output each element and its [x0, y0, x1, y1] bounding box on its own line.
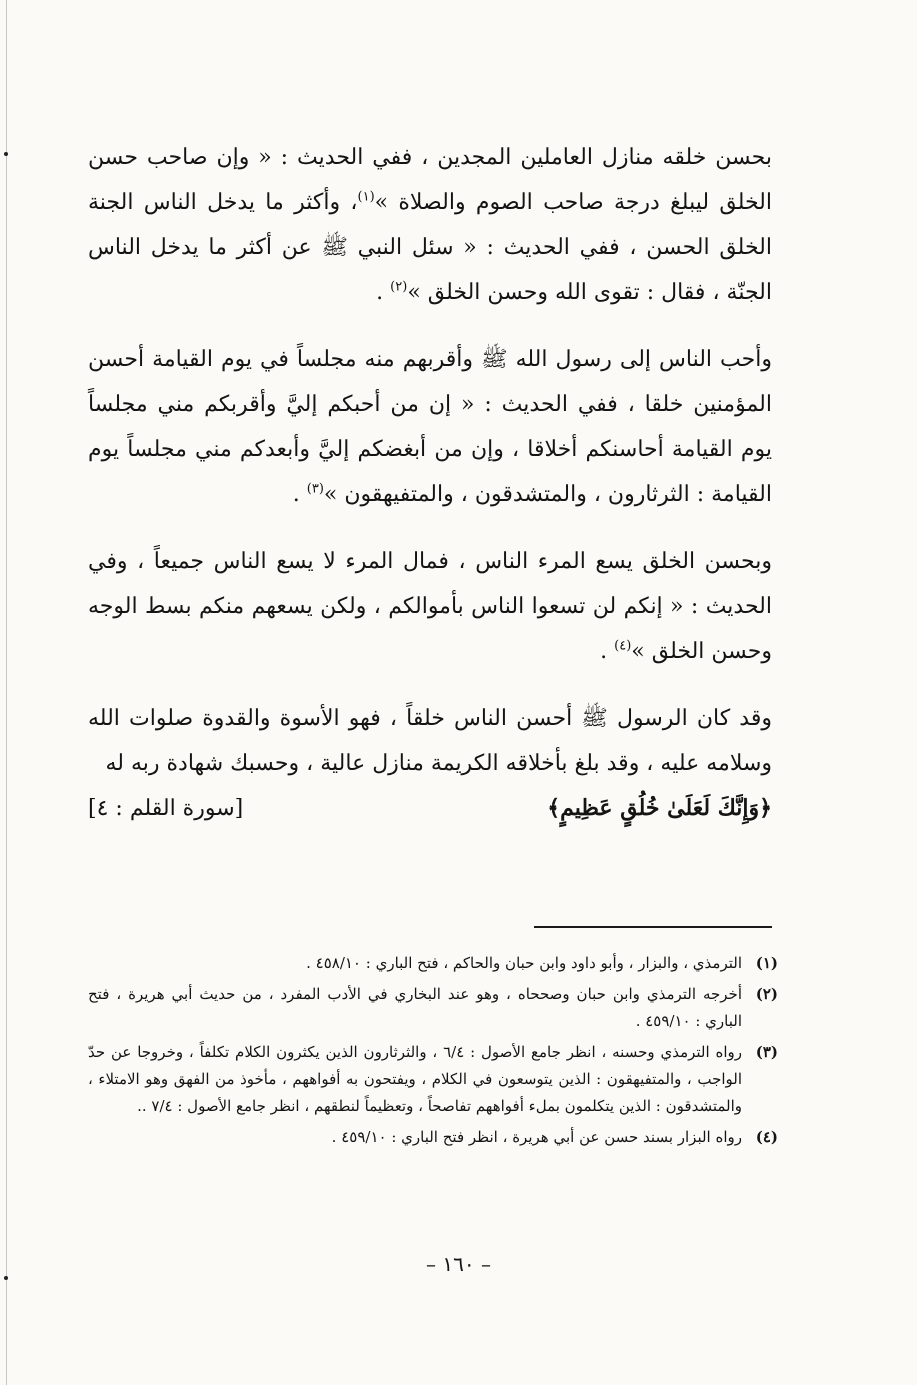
paragraph-2-end: . [292, 482, 307, 507]
paragraph-3 [88, 539, 772, 674]
paragraph-4-text: وقد كان الرسول ﷺ أحسن الناس خلقاً ، فهو الأسوة والقدوة صلوات الله وسلامه عليه ، وقد بلغ بأخلاقه الكريمة منازل عالية ، وحسبك شهادة ربه له [88, 706, 772, 776]
edge-mark-top [4, 152, 8, 156]
footnote-number: (٤) [755, 1128, 778, 1146]
paragraph-1-text-rest: ، وأكثر ما يدخل الناس الجنة الخلق الحسن ، ففي الحديث : « سئل النبي ﷺ عن أكثر ما يدخل الناس الجنّة ، فقال : تقوى الله وحسن الخلق » [88, 190, 772, 305]
footnote-ref-1: (١) [357, 189, 375, 205]
footnote-number: (١) [755, 954, 778, 972]
footnote-3 [88, 1039, 778, 1120]
quran-verse: ﴿وَإِنَّكَ لَعَلَىٰ خُلُقٍ عَظِيمٍ﴾ [547, 795, 772, 821]
footnote-divider [534, 926, 772, 928]
paragraph-4 [88, 696, 772, 786]
paragraph-1 [88, 135, 772, 315]
footnotes [88, 950, 778, 1155]
page-number: – ١٦٠ – [426, 1252, 491, 1276]
main-text [88, 135, 772, 831]
footnote-number: (٣) [755, 1043, 778, 1061]
paragraph-3-text: وبحسن الخلق يسع المرء الناس ، فمال المرء لا يسع الناس جميعاً ، وفي الحديث : « إنكم لن تسعوا الناس بأموالكم ، ولكن يسعهم منكم بسط الوجه وحسن الخلق » [88, 549, 772, 664]
paragraph-2 [88, 337, 772, 517]
footnote-ref-2: (٢) [390, 279, 408, 295]
edge-mark-bottom [4, 1276, 8, 1280]
verse-row [88, 786, 772, 831]
paragraph-1-text: بحسن خلقه منازل العاملين المجدين ، ففي الحديث : « وإن صاحب حسن الخلق ليبلغ درجة صاحب الصوم والصلاة » [88, 145, 772, 215]
footnote-text: الترمذي ، والبزار ، وأبو داود وابن حبان والحاكم ، فتح الباري : ٤٥٨/١٠ . [306, 954, 742, 972]
footnote-2 [88, 981, 778, 1035]
footnote-text: رواه الترمذي وحسنه ، انظر جامع الأصول : ٦/٤ ، والثرثارون الذين يكثرون الكلام تكلفاً ، وخروجا عن حدّ الواجب ، والمتفيهقون : الذين يتوسعون في الكلام ، ويفتحون به أفواههم ، مأخوذ من الفهق وهو الامتلاء ، والمتشدقون : الذين يتكلمون بملء أفواههم تفاصحاً ، وتعظيماً لنطقهم ، انظر جامع الأصول : ٧/٤ .. [88, 1043, 743, 1115]
page-edge-line [6, 0, 7, 1385]
paragraph-1-end: . [376, 280, 391, 305]
footnote-number: (٢) [755, 985, 778, 1003]
footnote-text: أخرجه الترمذي وابن حبان وصححاه ، وهو عند البخاري في الأدب المفرد ، من حديث أبي هريرة ، فتح الباري : ٤٥٩/١٠ . [88, 985, 742, 1030]
footnote-ref-3: (٣) [306, 481, 324, 497]
paragraph-3-end: . [600, 639, 615, 664]
surah-reference: [سورة القلم : ٤] [88, 796, 244, 821]
footnote-1 [88, 950, 778, 977]
footnote-ref-4: (٤) [614, 638, 632, 654]
footnote-4 [88, 1124, 778, 1151]
paragraph-2-text: وأحب الناس إلى رسول الله ﷺ وأقربهم منه مجلساً في يوم القيامة أحسن المؤمنين خلقا ، ففي الحديث : « إن من أحبكم إليَّ وأقربكم مني مجلساً يوم القيامة أحاسنكم أخلاقا ، وإن من أبغضكم إليَّ وأبعدكم مني مجلساً يوم القيامة : الثرثارون ، والمتشدقون ، والمتفيهقون » [88, 347, 772, 507]
footnote-text: رواه البزار بسند حسن عن أبي هريرة ، انظر فتح الباري : ٤٥٩/١٠ . [331, 1128, 742, 1146]
